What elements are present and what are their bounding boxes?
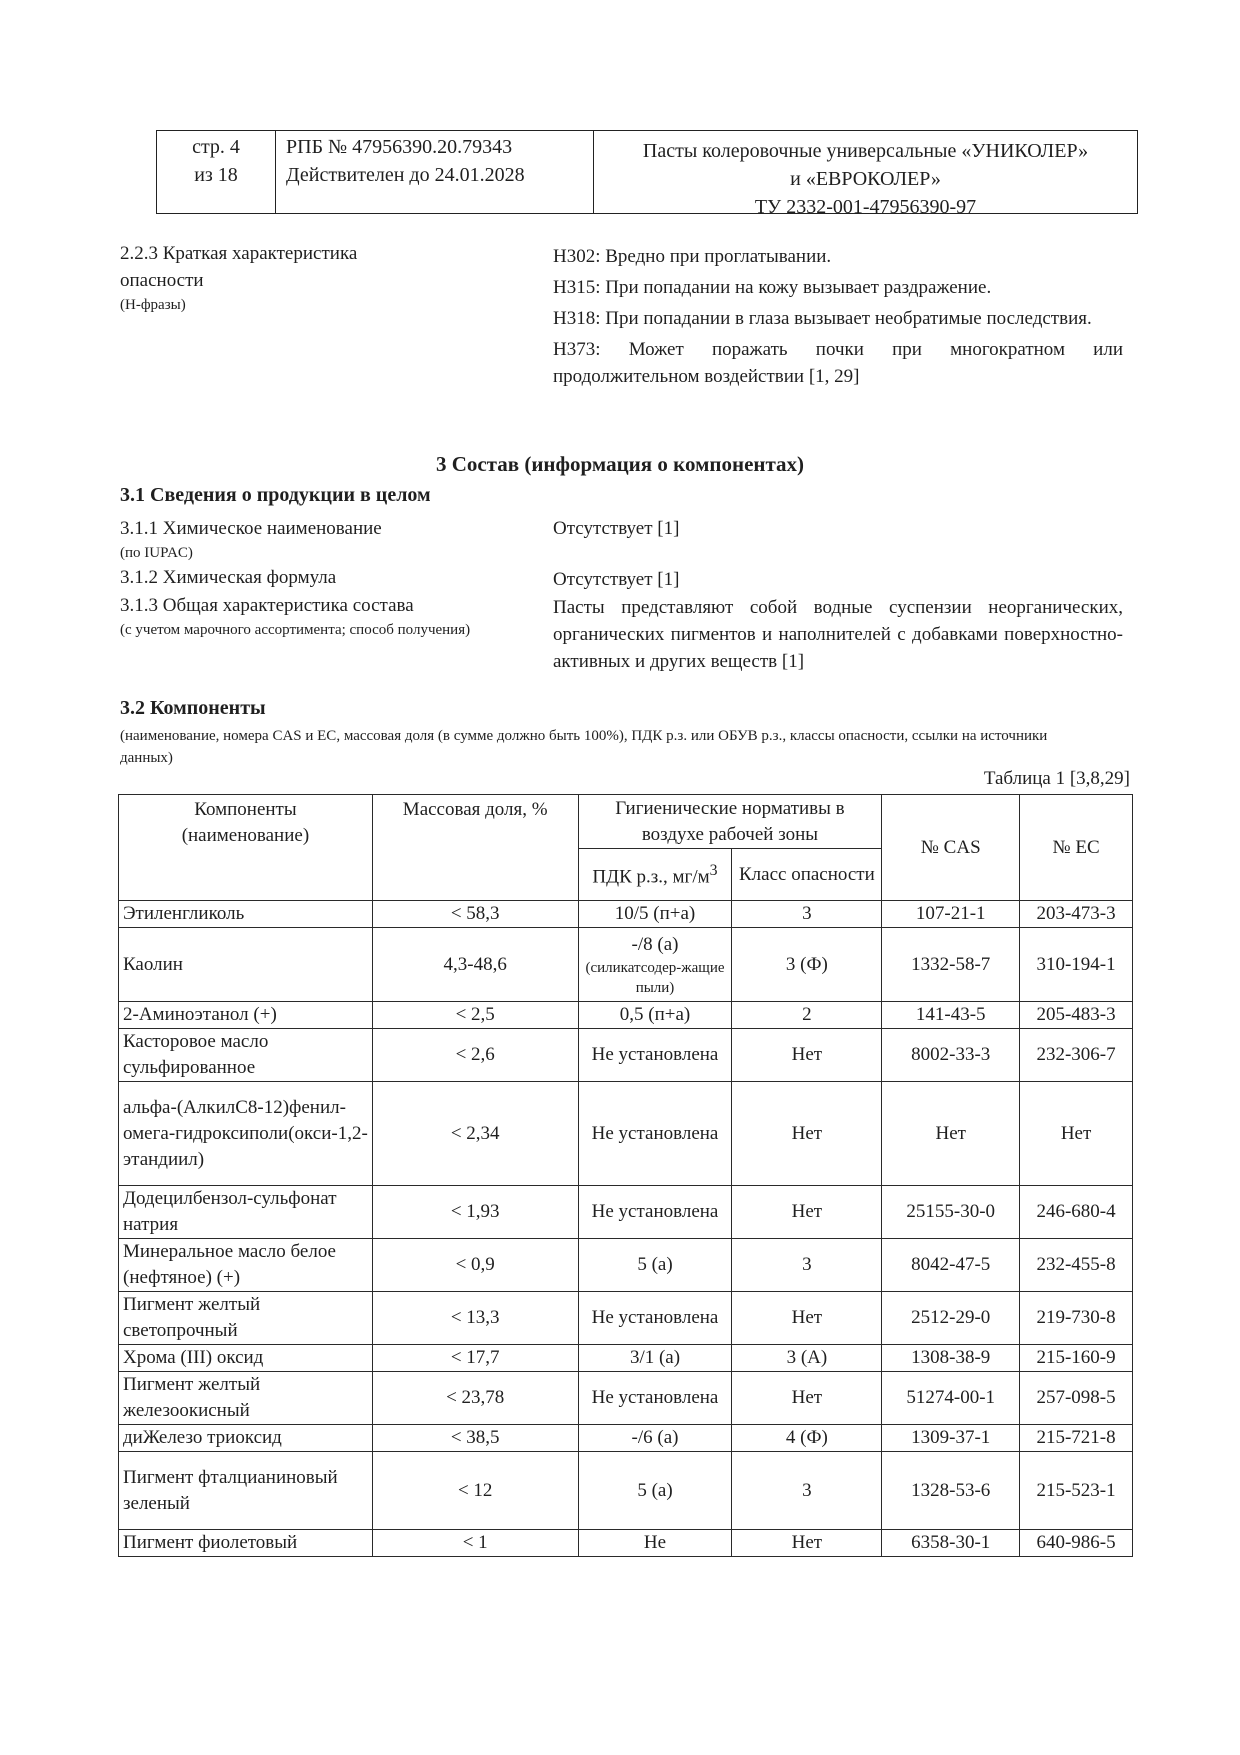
header-cas: № CAS [882, 795, 1020, 901]
table-row [119, 1292, 1133, 1345]
cell-class: 3 [732, 901, 882, 928]
header-pdk [578, 849, 732, 901]
valid-until: Действителен до 24.01.2028 [286, 164, 525, 186]
item-note: (с учетом марочного ассортимента; способ получения) [120, 622, 471, 638]
section-3-title: 3 Состав (информация о компонентах) [435, 452, 805, 476]
product-cell [594, 131, 1137, 218]
cell-cas: 6358-30-1 [882, 1530, 1020, 1557]
section-3-1-title: 3.1 Сведения о продукции в целом [120, 484, 431, 506]
cell-class: 4 (Ф) [732, 1425, 882, 1452]
cell-class: 2 [732, 1002, 882, 1029]
table-row [119, 1082, 1133, 1186]
cell-mass: < 23,78 [372, 1372, 578, 1425]
header-sup: 3 [709, 862, 718, 880]
cell-class: 3 [732, 1452, 882, 1530]
table-row [119, 1345, 1133, 1372]
cell-ec: 246-680-4 [1020, 1186, 1133, 1239]
cell-mass: 4,3-48,6 [372, 928, 578, 1002]
table-row [119, 928, 1133, 1002]
cell-class: 3 [732, 1239, 882, 1292]
table-row [119, 1425, 1133, 1452]
cell-cas: 141-43-5 [882, 1002, 1020, 1029]
h-phrase: Н302: Вредно при проглатывании. [553, 246, 832, 267]
cell-cas: Нет [882, 1082, 1020, 1186]
cell-name: Додецилбензол-сульфонат натрия [119, 1186, 373, 1239]
product-spec: ТУ 2332-001-47956390-97 [754, 196, 977, 218]
cell-cas: 1309-37-1 [882, 1425, 1020, 1452]
cell-class: Нет [732, 1186, 882, 1239]
table-row [119, 1372, 1133, 1425]
item-label: 3.1.3 Общая характеристика состава [120, 595, 414, 616]
cell-ec: Нет [1020, 1082, 1133, 1186]
product-name-line1: Пасты колеровочные универсальные «УНИКОЛЕР» [642, 140, 1089, 162]
cell-name: 2-Аминоэтанол (+) [119, 1002, 373, 1029]
cell-mass: < 2,5 [372, 1002, 578, 1029]
cell-mass: < 1,93 [372, 1186, 578, 1239]
cell-name: Этиленгликоль [119, 901, 373, 928]
cell-name: альфа-(АлкилС8-12)фенил-омега-гидроксиполи(окси-1,2-этандиил) [119, 1082, 373, 1186]
item-label: 3.1.1 Химическое наименование [120, 518, 382, 539]
cell-ec: 205-483-3 [1020, 1002, 1133, 1029]
cell-name: Минеральное масло белое (нефтяное) (+) [119, 1239, 373, 1292]
table-row [119, 1002, 1133, 1029]
cell-cas: 1328-53-6 [882, 1452, 1020, 1530]
header-ec: № ЕС [1020, 795, 1133, 901]
cell-ec: 215-160-9 [1020, 1345, 1133, 1372]
cell-class: Нет [732, 1082, 882, 1186]
cell-name: Пигмент желтый железоокисный [119, 1372, 373, 1425]
cell-name: Каолин [119, 928, 373, 1002]
item-3-1-3-label [120, 592, 490, 641]
table-row [119, 1239, 1133, 1292]
pdk-note: (силикатсодер-жащие пыли) [585, 959, 725, 996]
hazard-phrases [553, 243, 1123, 390]
table-row [119, 1452, 1133, 1530]
cell-class: 3 (Ф) [732, 928, 882, 1002]
table-row [119, 1530, 1133, 1557]
rpb-number: РПБ № 47956390.20.79343 [286, 136, 513, 158]
cell-cas: 2512-29-0 [882, 1292, 1020, 1345]
cell-pdk: Не установлена [578, 1029, 732, 1082]
cell-name: диЖелезо триоксид [119, 1425, 373, 1452]
header-hygiene-standards: Гигиенические нормативы в воздухе рабочей зоны [578, 795, 882, 849]
cell-mass: < 1 [372, 1530, 578, 1557]
h-phrase: Н373: Может поражать почки при многократном или продолжительном воздействии [1, 29] [553, 339, 1123, 387]
cell-ec: 232-455-8 [1020, 1239, 1133, 1292]
product-name-line2: и «ЕВРОКОЛЕР» [790, 168, 941, 190]
cell-cas: 1332-58-7 [882, 928, 1020, 1002]
cell-ec: 215-721-8 [1020, 1425, 1133, 1452]
cell-pdk: Не установлена [578, 1292, 732, 1345]
cell-name: Пигмент фталцианиновый зеленый [119, 1452, 373, 1530]
header-text: Компоненты [194, 799, 297, 820]
cell-mass: < 38,5 [372, 1425, 578, 1452]
cell-ec: 640-986-5 [1020, 1530, 1133, 1557]
cell-mass: < 17,7 [372, 1345, 578, 1372]
header-text: ПДК р.з., мг/м [592, 866, 710, 888]
cell-cas: 51274-00-1 [882, 1372, 1020, 1425]
cell-cas: 25155-30-0 [882, 1186, 1020, 1239]
table-row [119, 1186, 1133, 1239]
header-hazard-class: Класс опасности [732, 849, 882, 901]
header-mass-fraction: Массовая доля, % [372, 795, 578, 901]
cell-class: Нет [732, 1372, 882, 1425]
item-3-1-3-value: Пасты представляют собой водные суспензии неорганических, органических пигментов и наполнителей с добавками поверхностно-активных и других веществ [1] [553, 597, 1123, 672]
cell-ec: 215-523-1 [1020, 1452, 1133, 1530]
item-3-1-2-label: 3.1.2 Химическая формула [120, 567, 337, 588]
cell-cas: 1308-38-9 [882, 1345, 1020, 1372]
cell-class: 3 (А) [732, 1345, 882, 1372]
h-phrase: Н315: При попадании на кожу вызывает раздражение. [553, 277, 992, 298]
cell-class: Нет [732, 1530, 882, 1557]
components-table [118, 794, 1133, 1557]
cell-class: Нет [732, 1029, 882, 1082]
pdk-value: -/8 (а) [631, 933, 679, 955]
cell-class: Нет [732, 1292, 882, 1345]
cell-name: Пигмент желтый светопрочный [119, 1292, 373, 1345]
cell-pdk: 10/5 (п+а) [578, 901, 732, 928]
hazard-label-line2: опасности [120, 270, 204, 291]
cell-pdk [578, 928, 732, 1002]
cell-ec: 257-098-5 [1020, 1372, 1133, 1425]
h-phrase: Н318: При попадании в глаза вызывает необратимые последствия. [553, 308, 1092, 329]
page-total: из 18 [194, 164, 238, 186]
hazard-label-line1: 2.2.3 Краткая характеристика [120, 243, 358, 264]
registration-cell [276, 131, 594, 213]
item-3-1-1-value: Отсутствует [1] [553, 518, 680, 539]
cell-cas: 8002-33-3 [882, 1029, 1020, 1082]
table-row [119, 1029, 1133, 1082]
section-3-2-title: 3.2 Компоненты [120, 697, 266, 719]
cell-mass: < 58,3 [372, 901, 578, 928]
cell-pdk: -/6 (а) [578, 1425, 732, 1452]
cell-pdk: 0,5 (п+а) [578, 1002, 732, 1029]
header-subtext: (наименование) [181, 825, 310, 846]
cell-pdk: Не установлена [578, 1082, 732, 1186]
cell-mass: < 2,34 [372, 1082, 578, 1186]
cell-pdk: Не установлена [578, 1186, 732, 1239]
cell-pdk: 5 (а) [578, 1239, 732, 1292]
section-3-2-note: (наименование, номера CAS и ЕС, массовая доля (в сумме должно быть 100%), ПДК р.з. или ОБУВ р.з., классы опасности, ссылки на источники данных) [120, 728, 1048, 766]
cell-name: Пигмент фиолетовый [119, 1530, 373, 1557]
header-component [119, 795, 373, 901]
item-3-1-2-value: Отсутствует [1] [553, 569, 680, 590]
cell-pdk: 3/1 (а) [578, 1345, 732, 1372]
cell-pdk: Не установлена [578, 1372, 732, 1425]
cell-mass: < 0,9 [372, 1239, 578, 1292]
page-number-cell [157, 131, 276, 213]
cell-mass: < 13,3 [372, 1292, 578, 1345]
hazard-summary-label [120, 240, 450, 316]
cell-ec: 232-306-7 [1020, 1029, 1133, 1082]
cell-pdk: 5 (а) [578, 1452, 732, 1530]
cell-mass: < 2,6 [372, 1029, 578, 1082]
hazard-label-note: (Н-фразы) [120, 297, 186, 313]
item-3-1-1-label [120, 515, 490, 564]
cell-cas: 8042-47-5 [882, 1239, 1020, 1292]
document-header [156, 130, 1138, 218]
cell-ec: 219-730-8 [1020, 1292, 1133, 1345]
cell-pdk: Не [578, 1530, 732, 1557]
cell-ec: 203-473-3 [1020, 901, 1133, 928]
page-label: стр. 4 [192, 136, 240, 158]
table-row [119, 901, 1133, 928]
item-note: (по IUPAC) [120, 545, 193, 561]
cell-cas: 107-21-1 [882, 901, 1020, 928]
table-caption: Таблица 1 [3,8,29] [983, 768, 1130, 789]
cell-name: Хрома (III) оксид [119, 1345, 373, 1372]
cell-name: Касторовое масло сульфированное [119, 1029, 373, 1082]
cell-ec: 310-194-1 [1020, 928, 1133, 1002]
cell-mass: < 12 [372, 1452, 578, 1530]
